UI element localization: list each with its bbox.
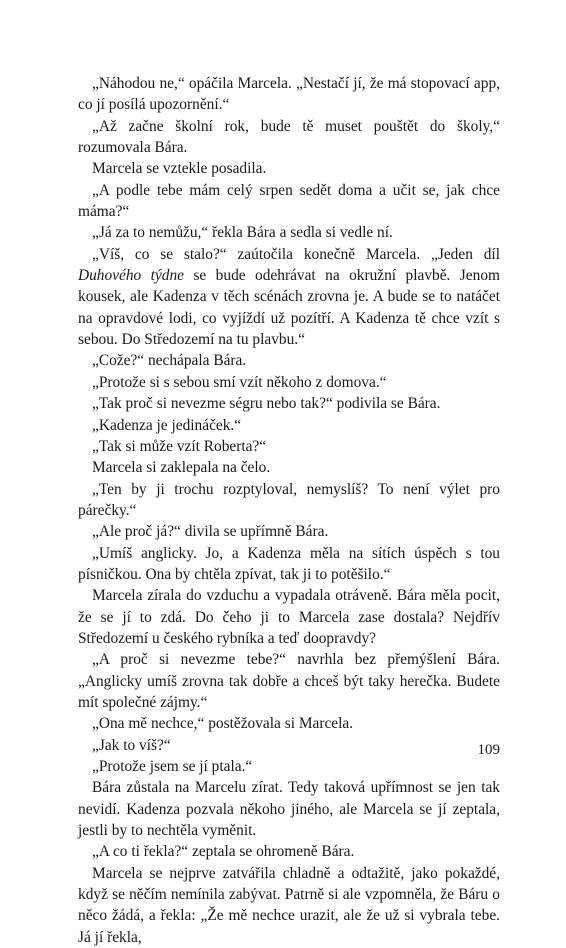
show-title: Duhového týdne xyxy=(78,267,185,285)
paragraph: „Tak proč si nevezme ségru nebo tak?“ podivila se Bára. xyxy=(92,395,441,413)
paragraph-text: se bude odehrávat na okružní plavbě. Jenom kousek, ale Kadenza v těch scénách zrovna je. A bude se to natáčet na opravdové lodi, co vyjíždí už pozítří. A Kadenza tě chce vzít s sebou. Do Středozemí na tu plavbu.“ xyxy=(78,267,500,349)
paragraph: „Protože si s sebou smí vzít někoho z domova.“ xyxy=(92,373,387,391)
paragraph: „Ale proč já?“ divila se upřímně Bára. xyxy=(92,523,329,541)
paragraph: „Kadenza je jedináček.“ xyxy=(92,416,242,434)
paragraph: „Ona mě nechce,“ postěžovala si Marcela. xyxy=(92,715,354,733)
paragraph-text: „Víš, co se stalo?“ zaútočila konečně Marcela. „Jeden díl xyxy=(92,245,500,263)
paragraph xyxy=(78,244,500,351)
paragraph: „A co ti řekla?“ zeptala se ohromeně Bára. xyxy=(92,843,355,861)
paragraph: „Umíš anglicky. Jo, a Kadenza měla na sítích úspěch s tou písničkou. Ona by chtěla zpívat, tak ji to potěšilo.“ xyxy=(78,544,500,583)
paragraph: „Já za to nemůžu,“ řekla Bára a sedla si vedle ní. xyxy=(92,224,393,242)
paragraph: Marcela zírala do vzduchu a vypadala otráveně. Bára měla pocit, že se jí to zdá. Do čeho ji to Marcela zase dostala? Nejdřív Středozemí u českého rybníka a teď doopravdy? xyxy=(78,587,500,647)
paragraph: „Ten by ji trochu rozptyloval, nemyslíš? To není výlet pro párečky.“ xyxy=(78,480,500,519)
paragraph: Bára zůstala na Marcelu zírat. Tedy taková upřímnost se jen tak nevidí. Kadenza pozvala někoho jiného, ale Marcela se jí zeptala, jestli by to nechtěla vyměnit. xyxy=(78,779,500,840)
body-text xyxy=(78,73,500,948)
paragraph: „Tak si může vzít Roberta?“ xyxy=(92,437,267,455)
paragraph: Marcela se vztekle posadila. xyxy=(92,160,267,178)
paragraph: „Náhodou ne,“ opáčila Marcela. „Nestačí jí, že má stopovací app, co jí posílá upozornění.“ xyxy=(78,75,500,114)
paragraph: „A podle tebe mám celý srpen sedět doma a učit se, jak chce máma?“ xyxy=(78,181,500,221)
paragraph: „Až začne školní rok, bude tě muset pouštět do školy,“ rozumovala Bára. xyxy=(78,117,500,157)
paragraph: „A proč si nevezme tebe?“ navrhla bez přemýšlení Bára. „Anglicky umíš zrovna tak dobře a chceš být taky herečka. Budete mít společné zájmy.“ xyxy=(78,651,500,711)
paragraph: Marcela si zaklepala na čelo. xyxy=(92,459,271,477)
paragraph: „Protože jsem se jí ptala.“ xyxy=(92,758,253,775)
page-number: 109 xyxy=(477,742,500,758)
paragraph: „Cože?“ nechápala Bára. xyxy=(92,352,247,370)
paragraph: Marcela se nejprve zatvářila chladně a odtažitě, jako pokaždé, když se něčím nemínila zabývat. Patrně si ale vzpomněla, že Báru o něco žádá, a řekla: „Že mě nechce urazit, ale že už si vybrala tebe. Já jí řekla, xyxy=(78,864,500,946)
paragraph: „Jak to víš?“ xyxy=(92,736,171,754)
